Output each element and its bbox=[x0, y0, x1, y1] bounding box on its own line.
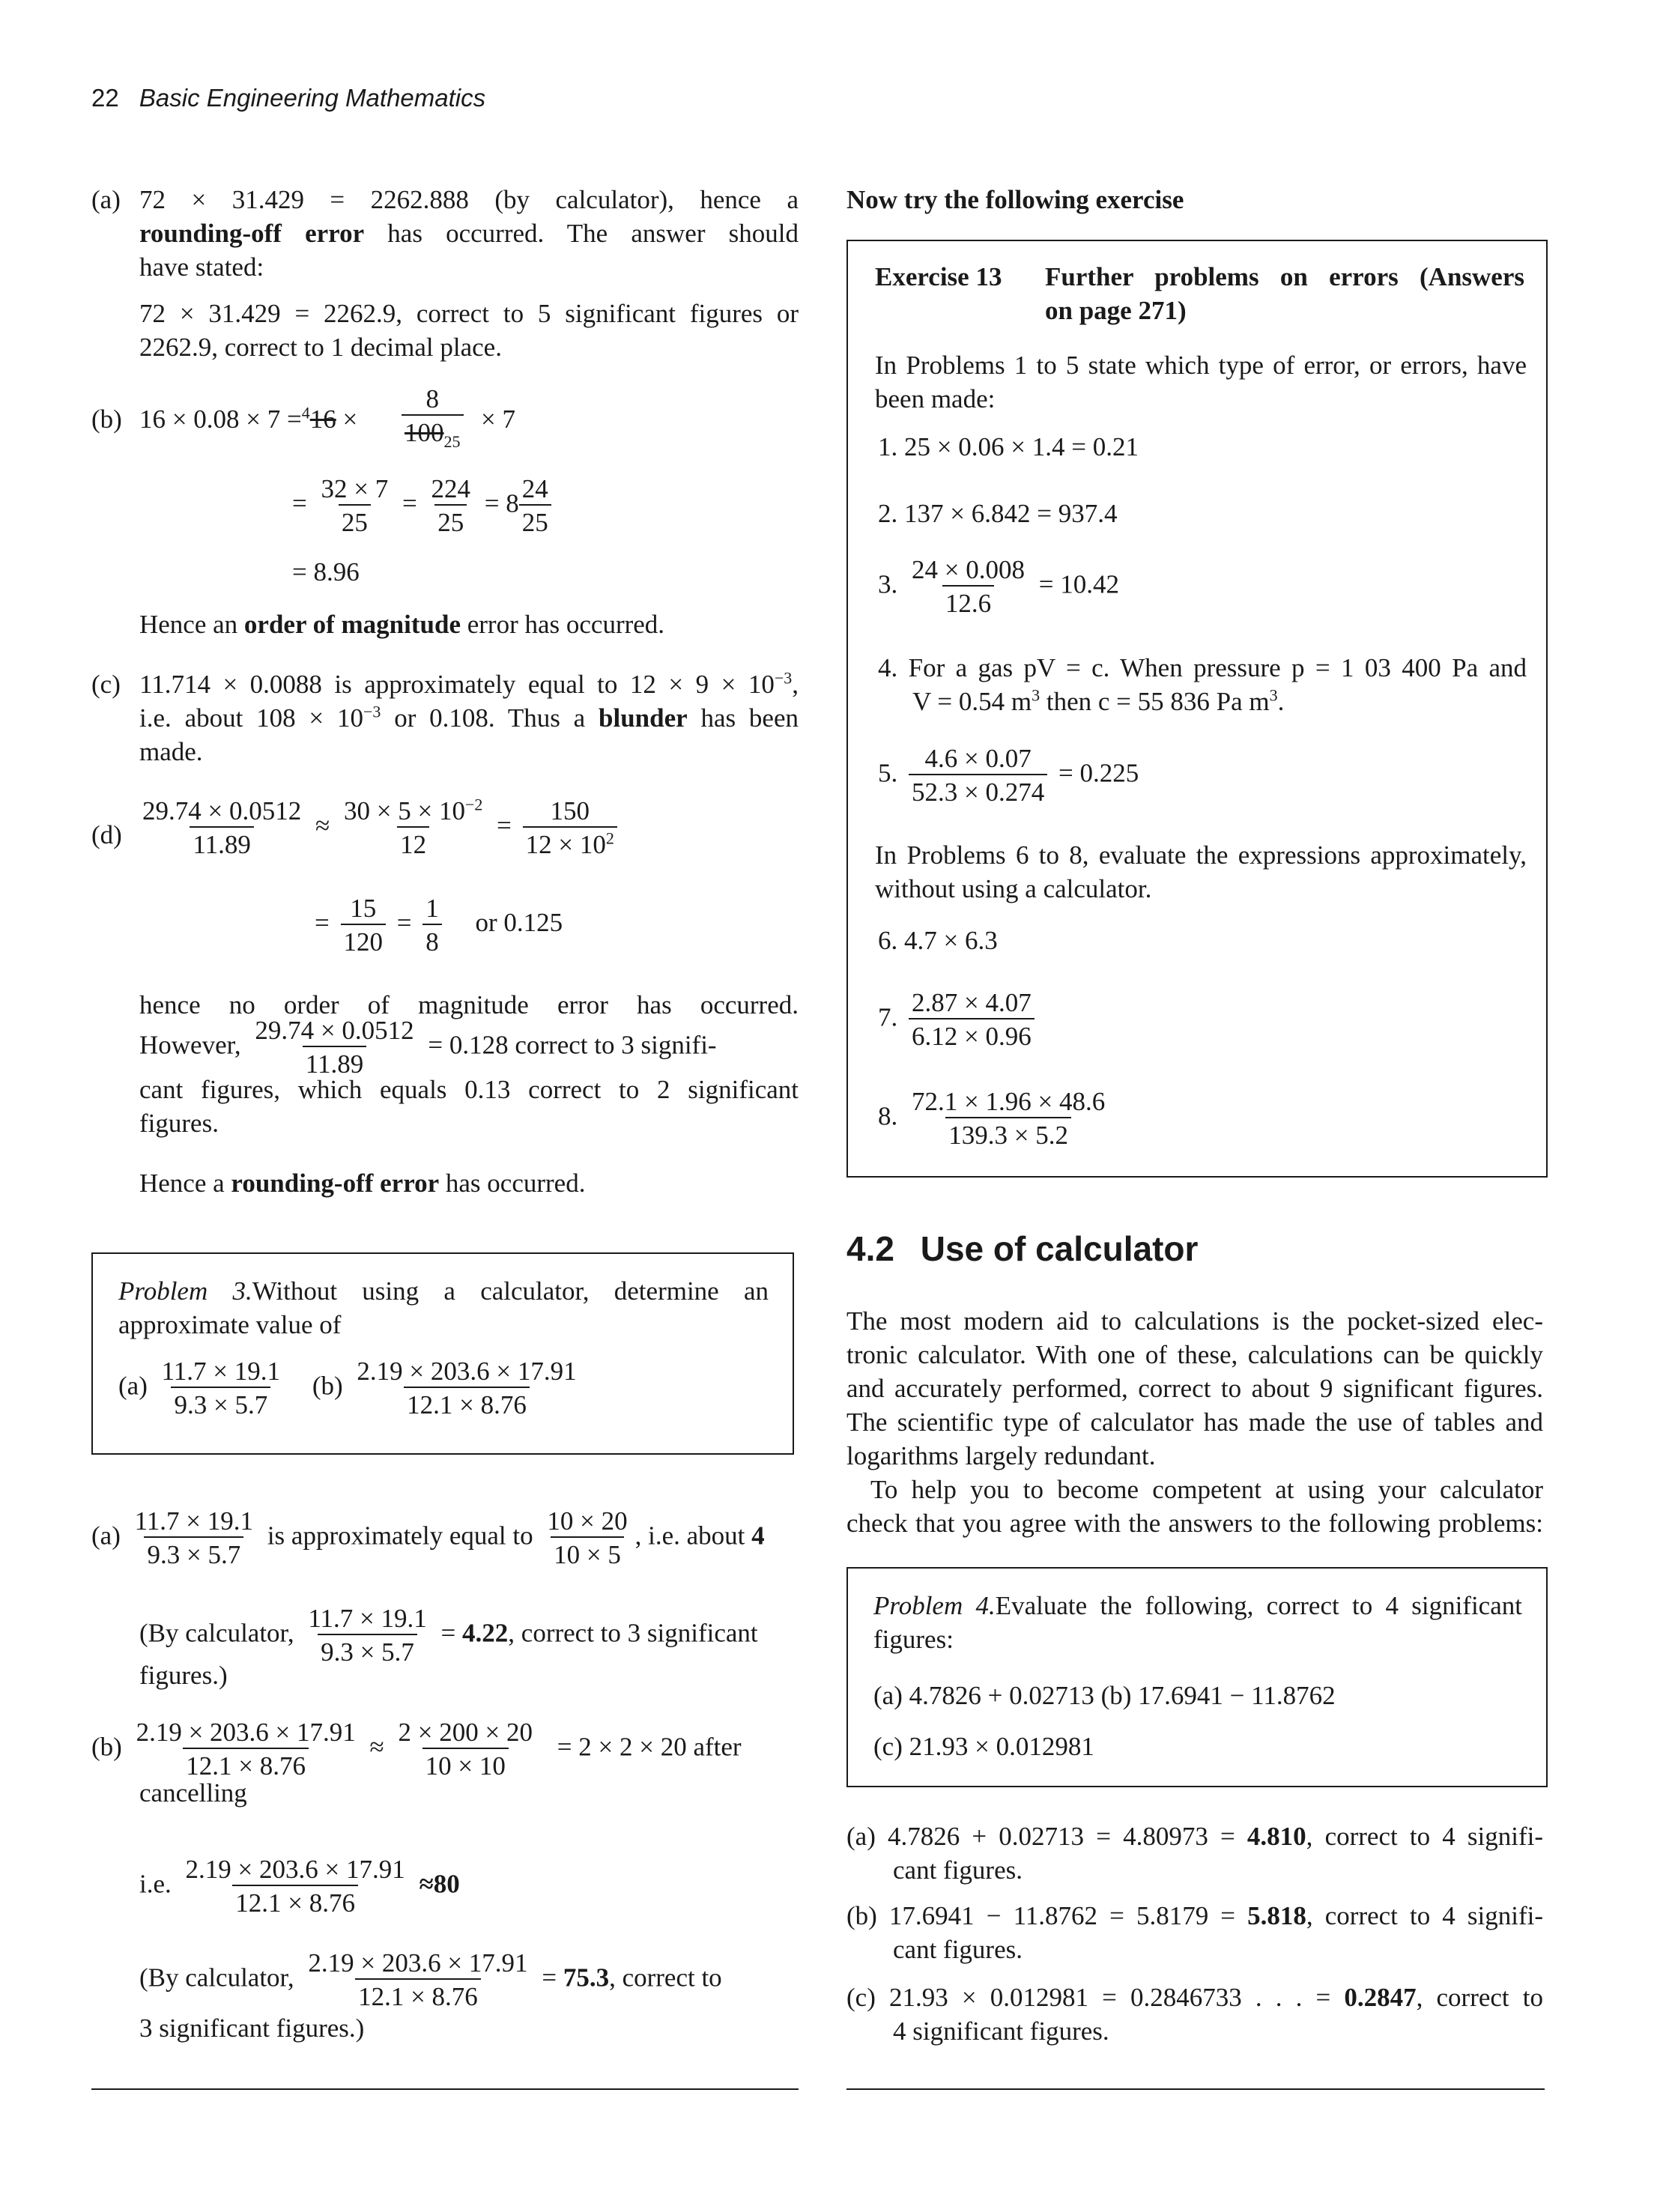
exercise-intro2: been made: bbox=[875, 384, 996, 413]
try-exercise-heading: Now try the following exercise bbox=[846, 185, 1184, 214]
b-times7: × 7 bbox=[481, 404, 515, 434]
solution-b-ie: i.e. $\frac{2.19 \times 203.6 \times 17.91}{12.1 \times 8.76}$ ≈80 bbox=[139, 1855, 460, 1918]
para1-line3: and accurately performed, correct to about 9 significant figures. bbox=[846, 1374, 1543, 1403]
d-line1: hence no order of magnitude error has occurred. bbox=[139, 990, 799, 1019]
b-result: = 8.96 bbox=[292, 557, 360, 587]
solution-b-calc: (By calculator, $\frac{2.19 \times 203.6 \times 17.91}{12.1 \times 8.76}$ = 75.3, correct to bbox=[139, 1948, 722, 2012]
hence-order-of-magnitude: Hence an order of magnitude error has occurred. bbox=[139, 610, 665, 639]
solution-b-line1: (b) $\frac{2.19 \times 203.6 \times 17.91}{12.1 \times 8.76}$ ≈ $\frac{2 \times 200 \times 20}{10 \times 10}$ = 2 × 2 × 20 after bbox=[91, 1718, 742, 1781]
solution-a-calc-line2: figures.) bbox=[139, 1661, 228, 1690]
c-line3: made. bbox=[139, 737, 203, 766]
solution-b-calc-line2: 3 significant figures.) bbox=[139, 2013, 365, 2043]
question-5: 5. $\frac{4.6 \times 0.07}{52.3 \times 0.274}$ = 0.225 bbox=[878, 744, 1139, 807]
d-line3: cant figures, which equals 0.13 correct to 2 significant bbox=[139, 1075, 799, 1104]
a-label: (a) bbox=[91, 185, 121, 214]
problem-3-line2: approximate value of bbox=[118, 1310, 342, 1339]
question-4-line1: 4. For a gas pV = c. When pressure p = 1 03 400 Pa and bbox=[878, 653, 1527, 682]
answer-b-line2: cant figures. bbox=[893, 1935, 1023, 1964]
d-equation-line1: $\frac{29.74 \times 0.0512}{11.89}$ ≈ $\frac{30 \times 5 \times 10^{-2}}{12}$ = $\frac{150}{12 \times 10^2}$ bbox=[135, 796, 622, 861]
d-label: (d) bbox=[91, 820, 122, 849]
question-8: 8. $\frac{72.1 \times 1.96 \times 48.6}{139.3 \times 5.2}$ bbox=[878, 1087, 1106, 1151]
a-line2: rounding-off error has occurred. The answer should bbox=[139, 219, 799, 248]
running-title: Basic Engineering Mathematics bbox=[139, 84, 486, 112]
para1-line4: The scientific type of calculator has made the use of tables and bbox=[846, 1408, 1543, 1437]
answer-c-line2: 4 significant figures. bbox=[893, 2016, 1109, 2046]
solution-a-calc: (By calculator, $\frac{11.7 \times 19.1}{9.3 \times 5.7}$ = 4.22, correct to 3 significant bbox=[139, 1604, 758, 1667]
c-line2: i.e. about $108 \times 10^{-3}$ or 0.108. Thus a blunder has been bbox=[139, 702, 799, 733]
page-number: 22 bbox=[91, 84, 119, 112]
b-label: (b) bbox=[91, 404, 122, 434]
solution-a-line1: (a) $\frac{11.7 \times 19.1}{9.3 \times 5.7}$ is approximately equal to $\frac{10 \times 20}{10 \times 5}$ , i.e. about 4 bbox=[91, 1506, 765, 1570]
left-bottom-rule bbox=[91, 2088, 799, 2090]
section-number: 4.2 bbox=[846, 1229, 894, 1268]
d-line4: figures. bbox=[139, 1109, 219, 1138]
problem-4-line1: Problem 4.Evaluate the following, correct to 4 significant bbox=[873, 1591, 1522, 1620]
para2-line1: To help you to become competent at using your calculator bbox=[870, 1475, 1543, 1504]
problem-3-expressions: (a) $\frac{11.7 \times 19.1}{9.3 \times 5.7}$ (b) $\frac{2.19 \times 203.6 \times 17.91}{12.1 \times 8.76}$ bbox=[118, 1357, 577, 1420]
exercise-intro4: without using a calculator. bbox=[875, 874, 1152, 903]
exercise-intro3: In Problems 6 to 8, evaluate the expressions approximately, bbox=[875, 840, 1527, 870]
question-6: 6. 4.7 × 6.3 bbox=[878, 926, 998, 955]
b-expression: 16 × 0.08 × 7 =$^4$16 × bbox=[139, 403, 358, 434]
question-3: 3. $\frac{24 \times 0.008}{12.6}$ = 10.42 bbox=[878, 555, 1119, 619]
d-equation-line2: = $\frac{15}{120}$ = $\frac{1}{8}$ or 0.125 bbox=[315, 894, 563, 957]
question-4-line2: V = 0.54 $m^3$ then c = 55 836 Pa $m^3$. bbox=[912, 685, 1285, 716]
problem-4-line-ab: (a) 4.7826 + 0.02713 (b) 17.6941 − 11.8762 bbox=[873, 1681, 1336, 1710]
question-1: 1. 25 × 0.06 × 1.4 = 0.21 bbox=[878, 432, 1139, 461]
answer-a-line2: cant figures. bbox=[893, 1855, 1023, 1885]
para1-line2: tronic calculator. With one of these, calculations can be quickly bbox=[846, 1340, 1543, 1369]
hence-rounding-off: Hence a rounding-off error has occurred. bbox=[139, 1169, 586, 1198]
question-2: 2. 137 × 6.842 = 937.4 bbox=[878, 499, 1118, 528]
para1-line5: logarithms largely redundant. bbox=[846, 1441, 1156, 1470]
exercise-intro1: In Problems 1 to 5 state which type of error, or errors, have bbox=[875, 351, 1527, 380]
section-heading bbox=[846, 1228, 1198, 1269]
problem-4-line-c: (c) 21.93 × 0.012981 bbox=[873, 1732, 1094, 1761]
a-line5: 2262.9, correct to 1 decimal place. bbox=[139, 333, 502, 362]
b-fraction-8-over-100: $\frac{8}{100_{25}}$ bbox=[397, 384, 468, 449]
para1-line1: The most modern aid to calculations is the pocket-sized elec- bbox=[846, 1306, 1543, 1336]
b-equation-line2: = $\frac{32 \times 7}{25}$ = $\frac{224}{25}$ = 8 $\frac{24}{25}$ bbox=[292, 473, 556, 539]
d-however-line: However, $\frac{29.74 \times 0.0512}{11.89}$ = 0.128 correct to 3 signifi- bbox=[139, 1016, 717, 1079]
question-7: 7. $\frac{2.87 \times 4.07}{6.12 \times 0.96}$ bbox=[878, 987, 1039, 1052]
a-line4: 72 × 31.429 = 2262.9, correct to 5 significant figures or bbox=[139, 299, 799, 328]
para2-line2: check that you agree with the answers to the following problems: bbox=[846, 1509, 1543, 1538]
c-label: (c) bbox=[91, 670, 121, 699]
a-line1: 72 × 31.429 = 2262.888 (by calculator), hence a bbox=[139, 185, 799, 214]
right-bottom-rule bbox=[846, 2088, 1545, 2090]
a-line3: have stated: bbox=[139, 252, 264, 282]
exercise-title2: on page 271) bbox=[1045, 296, 1187, 325]
c-line1: 11.714 × 0.0088 is approximately equal to $12 \times 9 \times 10^{-3}$, bbox=[139, 668, 799, 699]
problem-4-line2: figures: bbox=[873, 1625, 954, 1654]
answer-b-line1: (b) 17.6941 − 11.8762 = 5.8179 = 5.818, correct to 4 signifi- bbox=[846, 1901, 1544, 1930]
solution-b-cancelling: cancelling bbox=[139, 1778, 247, 1808]
exercise-label: Exercise 13 bbox=[875, 262, 1002, 291]
problem-3-line1: Problem 3.Without using a calculator, determine an bbox=[118, 1276, 769, 1306]
answer-c-line1: (c) 21.93 × 0.012981 = 0.2846733 . . . = 0.2847, correct to bbox=[846, 1983, 1543, 2012]
running-header bbox=[91, 84, 485, 112]
answer-a-line1: (a) 4.7826 + 0.02713 = 4.80973 = 4.810, correct to 4 signifi- bbox=[846, 1822, 1543, 1851]
section-title: Use of calculator bbox=[920, 1229, 1199, 1268]
exercise-title1: Further problems on errors (Answers bbox=[1045, 262, 1524, 291]
